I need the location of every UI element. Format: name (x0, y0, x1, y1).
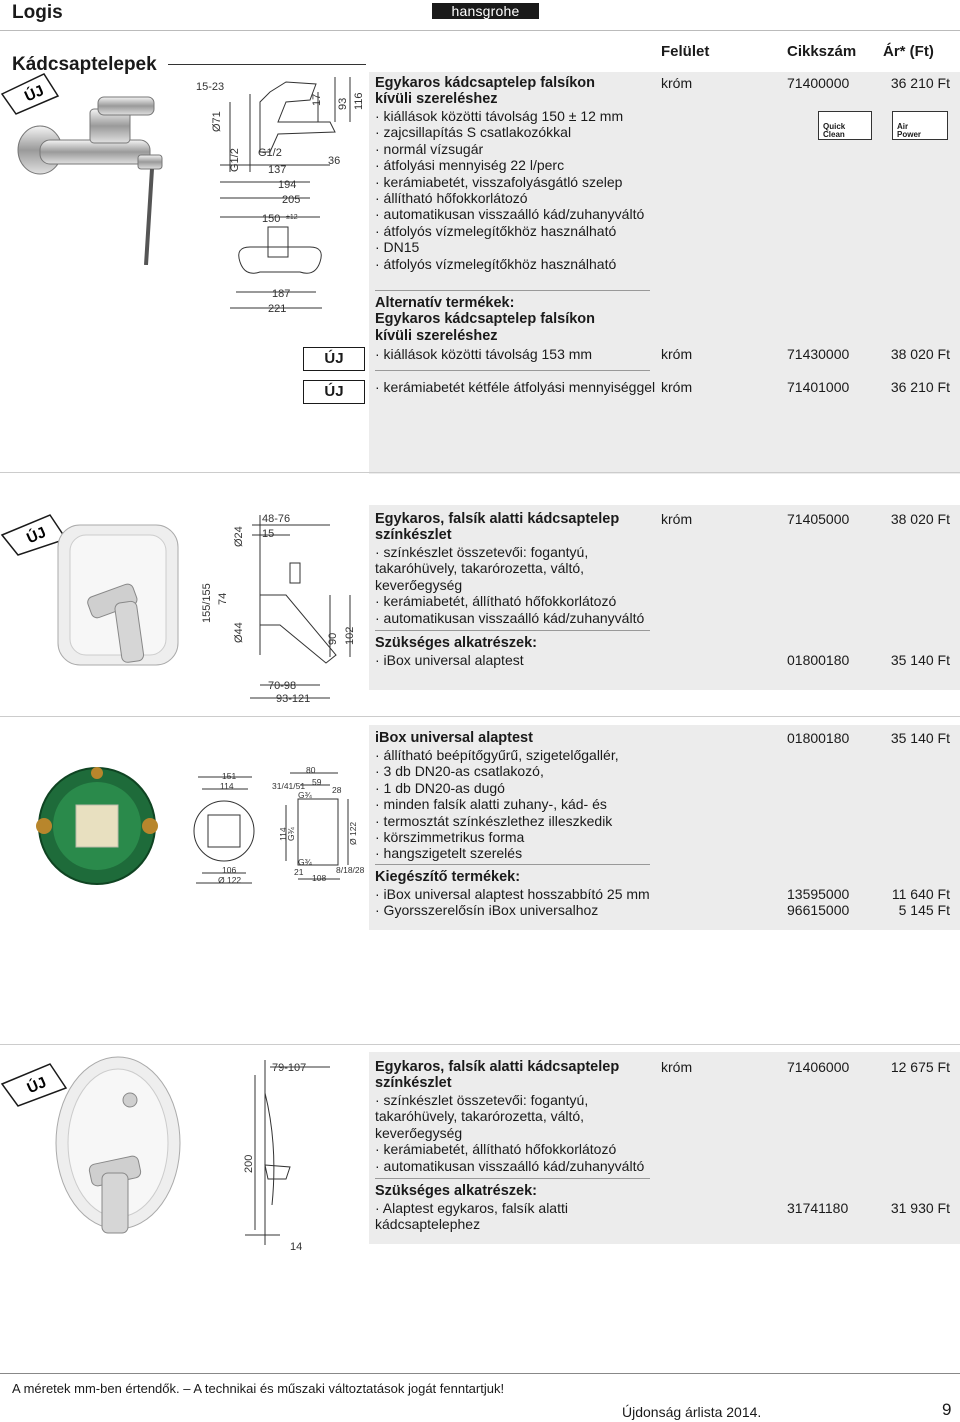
acc1-price: 11 640 Ft (891, 886, 950, 902)
feature-line: · termosztát színkészlethez illeszkedik (375, 812, 613, 829)
acc2-price: 5 145 Ft (898, 902, 950, 918)
product3-code: 01800180 (787, 730, 850, 746)
svg-text:155/155: 155/155 (201, 583, 213, 623)
svg-text:±12: ±12 (286, 214, 298, 221)
svg-text:36: 36 (328, 155, 341, 167)
col-surface-header: Felület (661, 43, 710, 60)
svg-text:102: 102 (344, 626, 356, 645)
feature-line: · normál vízsugár (375, 140, 484, 157)
alt2-price: 36 210 Ft (890, 379, 950, 395)
product4-surface: króm (661, 1059, 693, 1075)
product4-req-desc: · Alaptest egykaros, falsík alatti kádcsaptelephez (375, 1200, 568, 1233)
svg-text:15: 15 (262, 528, 275, 540)
feature-line: · kerámiabetét, állítható hőfokkorlátozó (375, 1141, 617, 1158)
alt2-desc: · kerámiabetét kétféle átfolyási mennyiséggel (375, 379, 656, 395)
svg-text:106: 106 (222, 865, 237, 875)
product4-req-price: 31 930 Ft (890, 1200, 950, 1216)
col-price-header: Ár* (Ft) (883, 43, 934, 60)
feature-line: · DN15 (375, 239, 420, 256)
product1-title: Egykaros kádcsaptelep falsíkon kívüli szereléshez (375, 75, 596, 108)
svg-text:Ø44: Ø44 (233, 622, 245, 643)
svg-text:ÚJ: ÚJ (22, 82, 47, 106)
feature-line: · színkészlet összetevői: fogantyú, (375, 1092, 589, 1108)
feature-line: · átfolyós vízmelegítőkhöz használható (375, 255, 617, 272)
feature-line: · 1 db DN20-as dugó (375, 779, 505, 796)
tech-drawing-3 (190, 765, 368, 890)
svg-text:Ø 122: Ø 122 (348, 821, 358, 845)
req-divider (375, 630, 650, 631)
svg-text:79-107: 79-107 (272, 1062, 307, 1074)
svg-text:114: 114 (278, 827, 288, 841)
product1-features (375, 108, 644, 272)
product1-surface: króm (661, 75, 693, 91)
series-title: Logis (12, 2, 63, 23)
svg-text:90: 90 (327, 632, 339, 645)
acc1-code: 13595000 (787, 886, 850, 902)
svg-text:187: 187 (272, 288, 291, 300)
svg-text:14: 14 (290, 1241, 303, 1253)
feature-line: · kiállások közötti távolság 150 ± 12 mm (375, 108, 624, 124)
svg-text:G¾: G¾ (298, 790, 312, 800)
product2-req-price: 35 140 Ft (890, 652, 950, 668)
svg-text:200: 200 (243, 1154, 255, 1173)
svg-text:48-76: 48-76 (262, 513, 291, 525)
alt-divider (375, 370, 650, 371)
feature-line: · átfolyós vízmelegítőkhöz használható (375, 222, 617, 239)
alt2-code: 71401000 (787, 379, 850, 395)
svg-text:80: 80 (306, 765, 316, 775)
alt2-surface: króm (661, 379, 693, 395)
feature-line: · körszimmetrikus forma (375, 829, 525, 846)
svg-text:74: 74 (217, 592, 229, 605)
svg-text:G1/2: G1/2 (229, 148, 241, 172)
alt1-surface: króm (661, 346, 693, 362)
svg-text:8/18/28: 8/18/28 (336, 865, 365, 875)
category-divider (168, 64, 366, 65)
feature-line: · zajcsillapítás S csatlakozókkal (375, 124, 572, 141)
svg-text:151: 151 (222, 771, 237, 781)
product4-code: 71406000 (787, 1059, 850, 1075)
svg-text:205: 205 (282, 194, 301, 206)
product3-features (375, 747, 619, 862)
product2-req-heading: Szükséges alkatrészek: (375, 635, 538, 651)
air-power-icon: Air Power (892, 111, 948, 140)
category-title: Kádcsaptelepek (12, 54, 157, 75)
svg-text:150: 150 (262, 213, 281, 225)
product4-req-code: 31741180 (787, 1200, 849, 1216)
quick-clean-icon: Quick Clean (818, 111, 872, 140)
product3-title: iBox universal alaptest (375, 730, 533, 746)
product2-code: 71405000 (787, 511, 850, 527)
product1-price: 36 210 Ft (890, 75, 950, 91)
svg-text:137: 137 (268, 164, 287, 176)
svg-text:108: 108 (312, 873, 327, 883)
ibox-photo (30, 765, 165, 887)
feature-line: · kerámiabetét, visszafolyásgátló szelep (375, 173, 623, 190)
svg-text:194: 194 (278, 179, 297, 191)
acc2-desc: · Gyorsszerelősín iBox universalhoz (375, 902, 599, 918)
footer-publication: Újdonság árlista 2014. (622, 1404, 762, 1420)
feature-line: · hangszigetelt szerelés (375, 845, 523, 862)
col-code-header: Cikkszám (787, 43, 857, 60)
product2-req-code: 01800180 (787, 652, 850, 668)
tech-drawing-1 (190, 72, 368, 322)
svg-text:G1/2: G1/2 (258, 147, 282, 159)
feature-line: · automatikusan visszaálló kád/zuhanyváltó (375, 1157, 645, 1174)
svg-text:93: 93 (337, 97, 349, 110)
page-number: 9 (942, 1400, 952, 1419)
feature-line: · állítható hőfokkorlátozó (375, 190, 528, 207)
brand-logo: hansgrohe (432, 3, 539, 19)
svg-text:G¾: G¾ (286, 827, 296, 841)
feature-line: keverőegység (375, 576, 463, 593)
footer-divider (0, 1373, 960, 1374)
feature-line: takaróhüvely, takarórozetta, váltó, (375, 1108, 585, 1125)
svg-text:114: 114 (220, 781, 234, 791)
product2-surface: króm (661, 511, 693, 527)
product4-price: 12 675 Ft (890, 1059, 950, 1075)
svg-text:15-23: 15-23 (196, 81, 225, 93)
product2-title: Egykaros, falsík alatti kádcsaptelep színkészlet (375, 511, 620, 544)
alt-divider (375, 290, 650, 291)
section-divider (0, 472, 960, 473)
svg-text:Ø24: Ø24 (233, 526, 245, 547)
feature-line: · kerámiabetét, állítható hőfokkorlátozó (375, 593, 617, 610)
feature-line: · automatikusan visszaálló kád/zuhanyváltó (375, 609, 645, 626)
section-divider (0, 1044, 960, 1045)
alt-heading: Alternatív termékek: Egykaros kádcsaptelep falsíkon kívüli szereléshez (375, 295, 596, 344)
feature-line: · 3 db DN20-as csatlakozó, (375, 763, 544, 780)
acc2-code: 96615000 (787, 902, 850, 918)
svg-text:ÚJ: ÚJ (24, 1073, 50, 1098)
alt1-code: 71430000 (787, 346, 850, 362)
mixer-photo-2 (40, 520, 190, 690)
product2-price: 38 020 Ft (890, 511, 950, 527)
product1-code: 71400000 (787, 75, 850, 91)
feature-line: takaróhüvely, takarórozetta, váltó, (375, 560, 585, 577)
product3-acc-heading: Kiegészítő termékek: (375, 869, 521, 885)
svg-text:21: 21 (294, 867, 304, 877)
product2-features (375, 544, 644, 626)
feature-line: · állítható beépítőgyűrű, szigetelőgallér, (375, 747, 619, 763)
svg-text:ÚJ: ÚJ (24, 523, 49, 548)
product4-features (375, 1092, 644, 1174)
mixer-photo-4 (40, 1055, 190, 1240)
alt1-price: 38 020 Ft (890, 346, 950, 362)
section-divider (0, 716, 960, 717)
product2-req-desc: · iBox universal alaptest (375, 652, 524, 668)
header-divider (0, 30, 960, 31)
alt1-desc: · kiállások közötti távolság 153 mm (375, 346, 593, 362)
svg-text:70-98: 70-98 (268, 680, 297, 692)
svg-text:Ø71: Ø71 (211, 111, 223, 132)
footer-note: A méretek mm-ben értendők. – A technikai és műszaki változtatások jogát fenntartjuk! (12, 1381, 505, 1396)
svg-text:31/41/51: 31/41/51 (272, 781, 306, 791)
req-divider (375, 1178, 650, 1179)
faucet-photo-1 (10, 95, 185, 265)
svg-text:17: 17 (311, 93, 323, 106)
tech-drawing-4 (190, 1055, 368, 1255)
svg-text:Ø 122: Ø 122 (218, 875, 242, 885)
feature-line: · színkészlet összetevői: fogantyú, (375, 544, 589, 560)
acc-divider (375, 864, 650, 865)
product4-req-heading: Szükséges alkatrészek: (375, 1183, 538, 1199)
feature-line: keverőegység (375, 1124, 463, 1141)
alt2-new-badge: ÚJ (303, 380, 365, 404)
feature-line: · átfolyási mennyiség 22 l/perc (375, 157, 565, 174)
svg-text:G¾: G¾ (298, 857, 312, 867)
tech-drawing-2 (190, 505, 368, 710)
alt1-new-badge: ÚJ (303, 347, 365, 371)
acc1-desc: · iBox universal alaptest hosszabbító 25 mm (375, 886, 650, 902)
product4-title: Egykaros, falsík alatti kádcsaptelep színkészlet (375, 1059, 620, 1092)
feature-line: · minden falsík alatti zuhany-, kád- és (375, 796, 607, 813)
product3-price: 35 140 Ft (890, 730, 950, 746)
feature-line: · automatikusan visszaálló kád/zuhanyváltó (375, 206, 645, 223)
svg-text:116: 116 (353, 92, 365, 110)
svg-text:59: 59 (312, 777, 322, 787)
svg-text:28: 28 (332, 785, 342, 795)
svg-text:93-121: 93-121 (276, 693, 311, 705)
svg-text:221: 221 (268, 303, 287, 315)
